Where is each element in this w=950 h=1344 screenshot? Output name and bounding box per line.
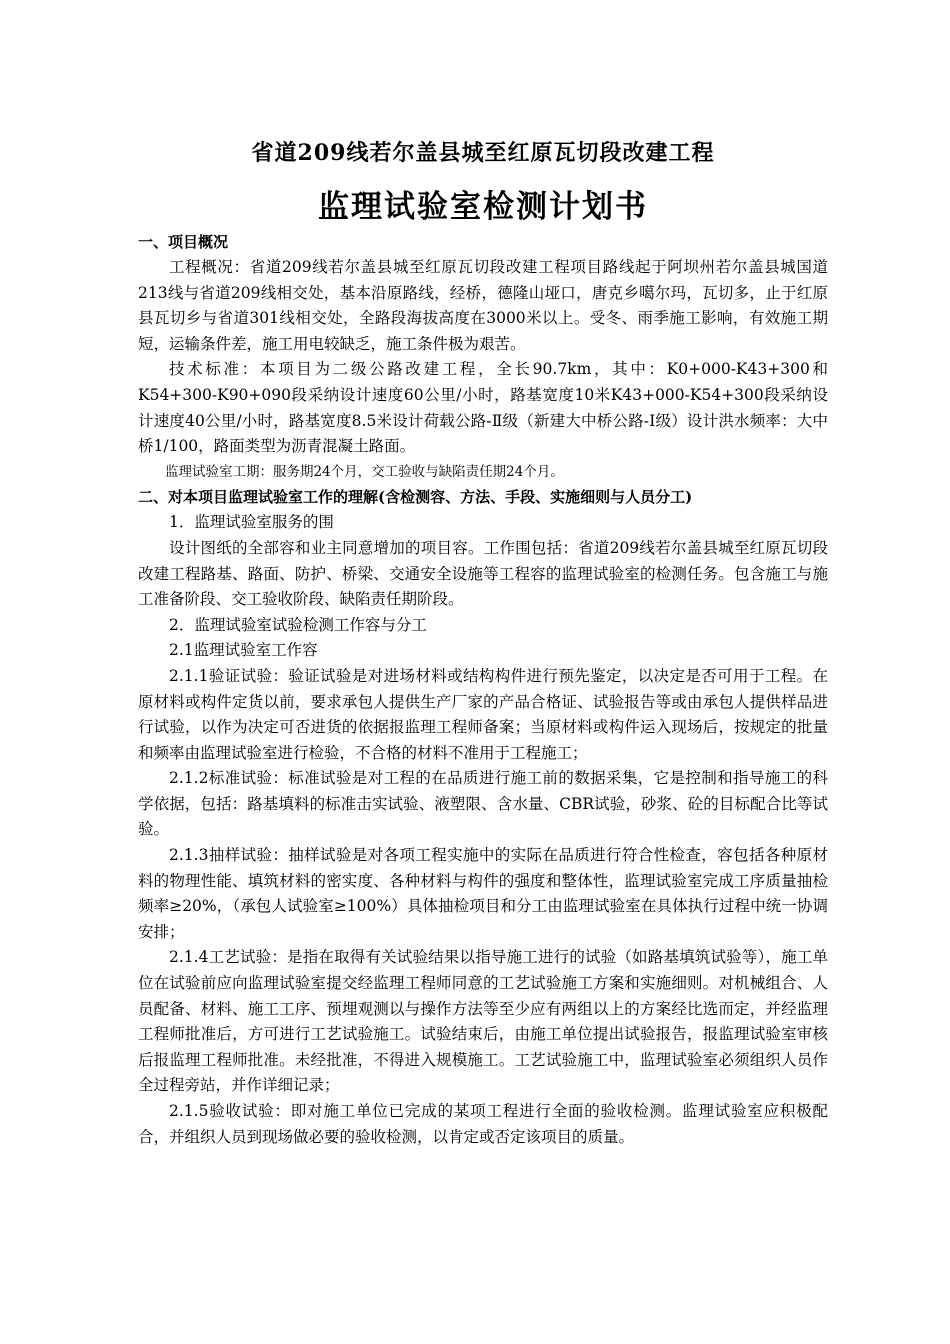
- item2-title: 2．监理试验室试验检测工作容与分工: [169, 615, 427, 634]
- paragraph-standard: 技术标准：本项目为二级公路改建工程，全长90.7km，其中：K0+000-K43+300和K54+300-K90+090段采纳设计速度60公里/小时，路基宽度10米K43+000-K54+300段采纳设计速度40公里/小时，路基宽度8.5米设计荷载公路-Ⅱ级（新建大中桥公路-Ⅰ级）设计洪水频率：大中桥1/100，路面类型为沥青混凝土路面。: [138, 360, 828, 456]
- paragraph-2-1-2: 2.1.2标准试验：标准试验是对工程的在品质进行施工前的数据采集，它是控制和指导施工的科学依据，包括：路基填料的标准击实试验、液塑限、含水量、CBR试验，砂浆、砼的目标配合比等试验。: [138, 769, 828, 839]
- paragraph-2-1-4: 2.1.4工艺试验：是指在取得有关试验结果以指导施工进行的试验（如路基填筑试验等），施工单位在试验前应向监理试验室提交经监理工程师同意的工艺试验施工方案和实施细则。对机械组合、人员配备、材料、施工工序、预埋观测以与操作方法等至少应有两组以上的方案经比选而定，并经监理工程师批准后，方可进行工艺试验施工。试验结束后，由施工单位提出试验报告，报监理试验室审核后报监理工程师批准。未经批准，不得进入规模施工。工艺试验施工中，监理试验室必须组织人员作全过程旁站，并作详细记录；: [138, 948, 828, 1095]
- section1-heading: 一、项目概况: [138, 233, 229, 251]
- paragraph-2-1-3: 2.1.3抽样试验：抽样试验是对各项工程实施中的实际在品质进行符合性检查，容包括各种原材料的物理性能、填筑材料的密实度、各种材料与构件的强度和整体性，监理试验室完成工序质量抽检频率≥20%，（承包人试验室≥100%）具体抽检项目和分工由监理试验室在具体执行过程中统一协调安排；: [138, 846, 828, 941]
- document-title-line2: 监理试验室检测计划书: [318, 189, 648, 225]
- paragraph-2-1-5: 2.1.5验收试验：即对施工单位已完成的某项工程进行全面的验收检测。监理试验室应积极配合，并组织人员到现场做必要的验收检测，以肯定或否定该项目的质量。: [138, 1102, 828, 1146]
- document-page: [138, 130, 828, 1150]
- section2-heading: 二、对本项目监理试验室工作的理解(含检测容、方法、手段、实施细则与人员分工): [138, 488, 693, 507]
- item21-title: 2.1监理试验室工作容: [169, 641, 318, 660]
- paragraph-2-1-1: 2.1.1验证试验：验证试验是对进场材料或结构构件进行预先鉴定，以决定是否可用于工程。在原材料或构件定货以前，要求承包人提供生产厂家的产品合格证、试验报告等或由承包人提供样品进行试验，以作为决定可否进货的依据报监理工程师备案；当原材料或构件运入现场后，按规定的批量和频率由监理试验室进行检验，不合格的材料不准用于工程施工；: [138, 666, 828, 762]
- document-title-line1: 省道209线若尔盖县城至红原瓦切段改建工程: [251, 140, 715, 166]
- paragraph-overview: 工程概况：省道209线若尔盖县城至红原瓦切段改建工程项目路线起于阿坝州若尔盖县城国道213线与省道209线相交处，基本沿原路线，经桥，德隆山垭口，唐克乡噶尔玛，瓦切多，止于红原县瓦切乡与省道301线相交处，全路段海拔高度在3000米以上。受冬、雨季施工影响，有效施工期短，运输条件差，施工用电较缺乏，施工条件极为艰苦。: [138, 258, 828, 353]
- item1-title: 1．监理试验室服务的围: [169, 513, 334, 532]
- paragraph-period: 监理试验室工期：服务期24个月，交工验收与缺陷责任期24个月。: [165, 463, 564, 480]
- paragraph-scope: 设计图纸的全部容和业主同意增加的项目容。工作围包括：省道209线若尔盖县城至红原瓦切段改建工程路基、路面、防护、桥梁、交通安全设施等工程容的监理试验室的检测任务。包含施工与施工准备阶段、交工验收阶段、缺陷责任期阶段。: [138, 538, 828, 609]
